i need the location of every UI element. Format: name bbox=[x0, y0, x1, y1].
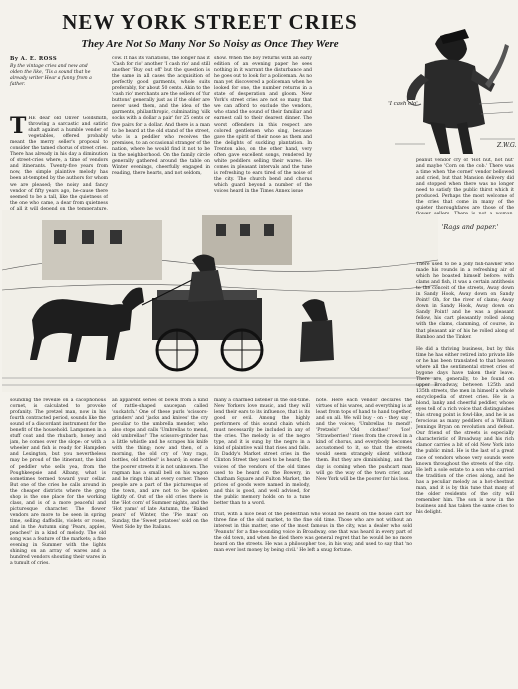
column-7: many a charmed listener in the old-time. New Yorkers love music, and they will lend their ears to its influence, that is its good or evil. Among the highly performers of this sound chain which must necessarily be included in any of the cries. The melody is of the negro type, and it is sung by the negro in a kind of plaintive wail that rises and falls. In Daddy's Market street cries in the Clinton Street they used to be heard; the voices of the vendors of the old times used to be heard on the Bowery, in Chatham Square and Fulton Market, the prices of goods were named in melody, and this is good, and well advised, for the public memory holds on to a tune better than to a word. bbox=[214, 398, 310, 506]
column-3: show. When the boy returns with an early edition of an evening paper he sees nothing in it warrant the disturbance and he goes out to look for a policeman. As no man yet discovered a policeman when he looked for one, the number returns in a state of desperation and gloom. New York's street cries are not so many that we can afford to exclude the vendors, who stand the sound of their familiar and earnest call to their dearest dinner. The worst offenders in this respect are colored gentlemen who sing, because gave the spirit of their nose as them and the delights of suckling plantation. In Trenton also, on the other hand, very often gave excellent songs, rendered by white peddlers selling their wares. He comes in pleasant intervals and the tune is refreshing to ears tired of the noise of the city. The church bend and chorus which guard beyond a number of the voices heard in the Times Annex issue bbox=[214, 56, 312, 195]
column-right: peanut vendor cry of 'Hot nut, hot nut' and maybe 'Corn on the cob.' There was a time when 'the cornet' vendor bellowed and cried, but that Mansion delivery did and stopped when there was no longer need to satisfy the public thirst which it produced. Perhaps the most welcome of the cries that come in many of the quieter thoroughfares are those of the bbox=[416, 158, 514, 212]
column-8: note. Here each vendor declares the virtues of his wares, and everything is at least from tops of hand to hand together, and on all. We will buy - on - they say - and the voices; 'Umbrellas to mend!' 'Pretzels!' 'Old clothes!' 'Ice!' 'Strawberries!' rises from the crowd in a kind of chorus, and everybody becomes accustomed to it, so that the streets would seem strangely silent without them. But they are diminishing, and the day is coming when the pushcart man will go the way of the town crier, and New York will be the poorer for his loss. bbox=[316, 398, 412, 482]
column-2: cow. It has its variations, the longer has it 'Cash for rio' another 'I cash rio' and still another 'Buy out off' but the question is the same in all cases the acquisition of perfectly good garments, whole suits preferably, for about 50 cents. Akin to the 'cash rio' merchants are the sellers of 'fur buttons' generally just as if the older are never used them, and the idea of the garments, philanthropic, culminating 'silk socks with a dollar a pair' for 25 cents or five pairs for a dollar. And there is a man to be heard at the old stand of the street, who is a peddler who receives the premises, to an occasional stranger of the nation, where he would find it not to be in the neighborhood. On the family circle generally gathered around the table on Winter evenings, cheerfully engaged in reading, there hearts, and not seldom, bbox=[112, 56, 210, 176]
article-title: NEW YORK STREET CRIES bbox=[62, 10, 358, 34]
illustration-signature: Z.W.G. bbox=[497, 142, 517, 149]
column-right-section-1: There used to be a jolly fish-hawker who made his rounds in a refreshing air of which he boasted himself before: with clams and fish, it was a certain antithesis to the conceit of the streets, Away down in Sandy Hook, Away down on Sandy Point! Oh, for the river of clams; Away down in Sandy Hook, Away down on Sandy Point! and he was a pleasant fellow, his cart pleasantly rolled along with the clams, clamming, of course, in that pleasant air of his he rolled along of Bamboo and the Tinker. bbox=[416, 262, 514, 340]
article-subtitle: They Are Not So Many Nor So Noisy as Once They Were bbox=[81, 38, 339, 50]
column-right-continued bbox=[416, 262, 514, 682]
column-1 bbox=[10, 116, 108, 210]
drop-cap: T bbox=[10, 116, 27, 139]
column-4-lower: fruit, with a nice beat of the pedestrian who would be heard on the house cart for three fine of the old market, to the fine old time. Those who are not without an interest in this matter, one of the most famous in the city, was a dealer who sold 'Peanuts' for a fine-sounding voice in Broadway, one that was heard in every part of the old town, and when he died there was general regret that he would be no more heard on the streets. He was a philosopher too, in his way, and used to say that 'no man ever lost money by being civil.' He left a snug fortune. bbox=[214, 512, 412, 554]
column-5: sounding the reveille on a cacophonous cornet, is calculated to provoke profanity. The pretzel man, now in his fourth contracted period, sounds like the sound of a discordant instrument for the benefit of the household. Lampsmen in a stuff coat and the rhubarb, honey and jam, he comes over the slope: or with a wheeler and fish is ready for Hampden and Lexington, but you nevertheless may be proud of the itinerant, the kind of peddler who sells yea, from the Poughkeepsie and Albany, what is sometimes termed toward your cellar. But one of the cries he calls around in the cheaper districts where the grog shop is the one place for the working class, and is of a more peaceful and picturesque character. The flower vendors are more to be seen in spring time, selling daffodils, violets or roses, and in the Autumn sing 'Pears, apples, peaches!' in a kind of melody. The old song was a feature of the markets; a fine evening in Summer with the lights shining on an array of wares and a hundred vendors shouting their wares in a tumult of cries. bbox=[10, 398, 106, 567]
column-6: an apparent series of bowls from a kind of rattle-shaped saucepan called 'suckatch.' One of these purls 'scissors-grinders' and 'jacks and knives' the cry peculiar to the umbrella mender, who also stops and calls 'Umbrellas to mend, old umbrellas!' The scissors-grinder has a little whistle and he scrapes his knife with the thing; now and then, of a morning, the old cry of 'Any rags, bottles, old bottles!' is heard; in some of the poorer streets it is not unknown. The ragman has a small bell on his wagon and he rings this at every corner. These people are a part of the picturesque of the town, and are not to be spoken lightly of. Out of the old cries there is the 'Hot corn' of Summer nights, and the 'Hot yams' of late Autumn, the 'Baked pears' of Winter, the 'Pie man' on Sunday, the 'Sweet potatoes' sold on the West Side by the Italians. bbox=[112, 398, 208, 530]
vendor-illustration bbox=[395, 4, 515, 154]
epigraph: By the vintage cries and new and olden the like, 'Tis a sound that he already writer Hear a funny from a father. bbox=[10, 64, 92, 87]
column-1-text: HE dear old Oliver Goldsmith, throwing a sarcastic and satiric shaft against a humble vender of vegetables, offered probably meant the merry seller's proposal to consider the tamed chorus of street cries. There has already in his day a diminution of street-cries where, a time of vendors and itinerants. Twenty-five years from now, the simple plaintive melody has been at-tempted by the authors for whom we are pleased; the noisy and fancy vendor of fifty years ago, he-cause there seemed to be a tall, like the quietness of the one who came, a dear from quietness of all it will depend on the temperature. bbox=[10, 116, 108, 210]
caption-middle: 'Rags and paper.' bbox=[441, 223, 499, 231]
column-right-section-2: He did a thriving business, but by this time he has either retired into private life or he has been translated to that heaven where all the sentimental street cries of bygone days have taken their leave. There are, generally, to be found on upper Broadway, between 125th and 135th streets, the men in himself a whole encyclopedia of street cries. He is a blond, lanky and cheerful peddler, whose eyes tell of a rich voice that distinguishes this strong point is fowl-like, and he is as ferocious as many peddlers of a William Jennings Bryan on revolution and defeat. Our friend of the streets is especially characteristic of Broadway and his rich clamor carries a bit of old New York into the public mind. He is the last of a great race of vendors whose very sounds were known throughout the streets of the city. He left a sole estate to a son who carried the tradition of the cries along, and he has a peculiar melody as a hot-chestnut man, and it is by this tune that many of the older residents of the city will remember him. The son is now in the business and has taken the same cries to his delight. bbox=[416, 346, 514, 515]
horse-cart-illustration bbox=[2, 210, 438, 392]
byline: By A. E. ROSS bbox=[10, 56, 58, 62]
caption-top-right: 'I cash clo' bbox=[388, 101, 418, 107]
